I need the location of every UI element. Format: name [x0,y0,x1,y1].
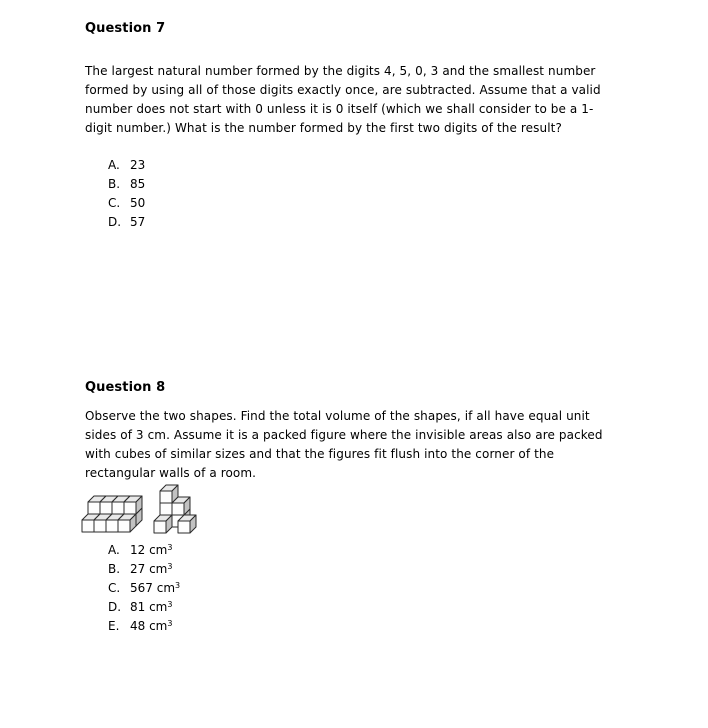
exponent: 3 [167,600,173,609]
cube-step-block-image [81,495,144,535]
question-7-text-line: number does not start with 0 unless it is 0 itself (which we shall consider to be a 1- [85,102,594,116]
exponent: 3 [167,562,173,571]
option-q8-a [108,541,628,560]
option-q8-b [108,560,628,579]
cube-shapes-figure [81,483,628,535]
option-letter: D. [108,600,122,614]
cube-staircase-image [153,484,198,535]
option-q8-e [108,617,628,636]
option-letter: A. [108,543,120,557]
option-value: 12 $cm^3$ [130,543,173,557]
option-value: 23 [130,158,146,172]
question-8-text-line: sides of 3 cm. Assume it is a packed figure where the invisible areas also are packed [85,428,603,442]
option-value: 85 [130,177,146,191]
question-8-options [85,541,628,636]
exponent: 3 [167,543,173,552]
option-letter: C. [108,196,121,210]
option-value: 27 $cm^3$ [130,562,173,576]
option-letter: B. [108,177,121,191]
option-value: 50 [130,196,146,210]
question-7-text-line: digit number.) What is the number formed by the first two digits of the result? [85,121,562,135]
question-7-heading: Question 7 [85,21,166,36]
question-8-text-line: with cubes of similar sizes and that the figures fit flush into the corner of the [85,447,555,461]
option-q7-d [108,213,628,232]
option-q7-c [108,194,628,213]
question-7-text-line: formed by using all of those digits exactly once, are subtracted. Assume that a valid [85,83,601,97]
option-letter: D. [108,215,122,229]
option-value: 57 [130,215,146,229]
exponent: 3 [175,581,181,590]
option-value: 567 $cm^3$ [130,581,181,595]
option-value: 48 $cm^3$ [130,619,173,633]
option-letter: E. [108,619,120,633]
question-7-options [85,156,628,232]
question-7-text-line: The largest natural number formed by the digits 4, 5, 0, 3 and the smallest number [85,64,596,78]
question-7-section [85,20,628,232]
option-q7-b [108,175,628,194]
option-q7-a [108,156,628,175]
option-value: 81 $cm^3$ [130,600,173,614]
option-q8-d [108,598,628,617]
question-8-text [85,407,628,483]
exponent: 3 [167,619,173,628]
option-letter: B. [108,562,121,576]
option-q8-c [108,579,628,598]
option-letter: A. [108,158,120,172]
question-8-text-line: Observe the two shapes. Find the total volume of the shapes, if all have equal unit [85,409,590,423]
question-7-text [85,62,628,138]
question-8-text-line: rectangular walls of a room. [85,466,257,480]
question-8-section [85,379,628,636]
question-8-heading: Question 8 [85,380,166,395]
option-letter: C. [108,581,121,595]
